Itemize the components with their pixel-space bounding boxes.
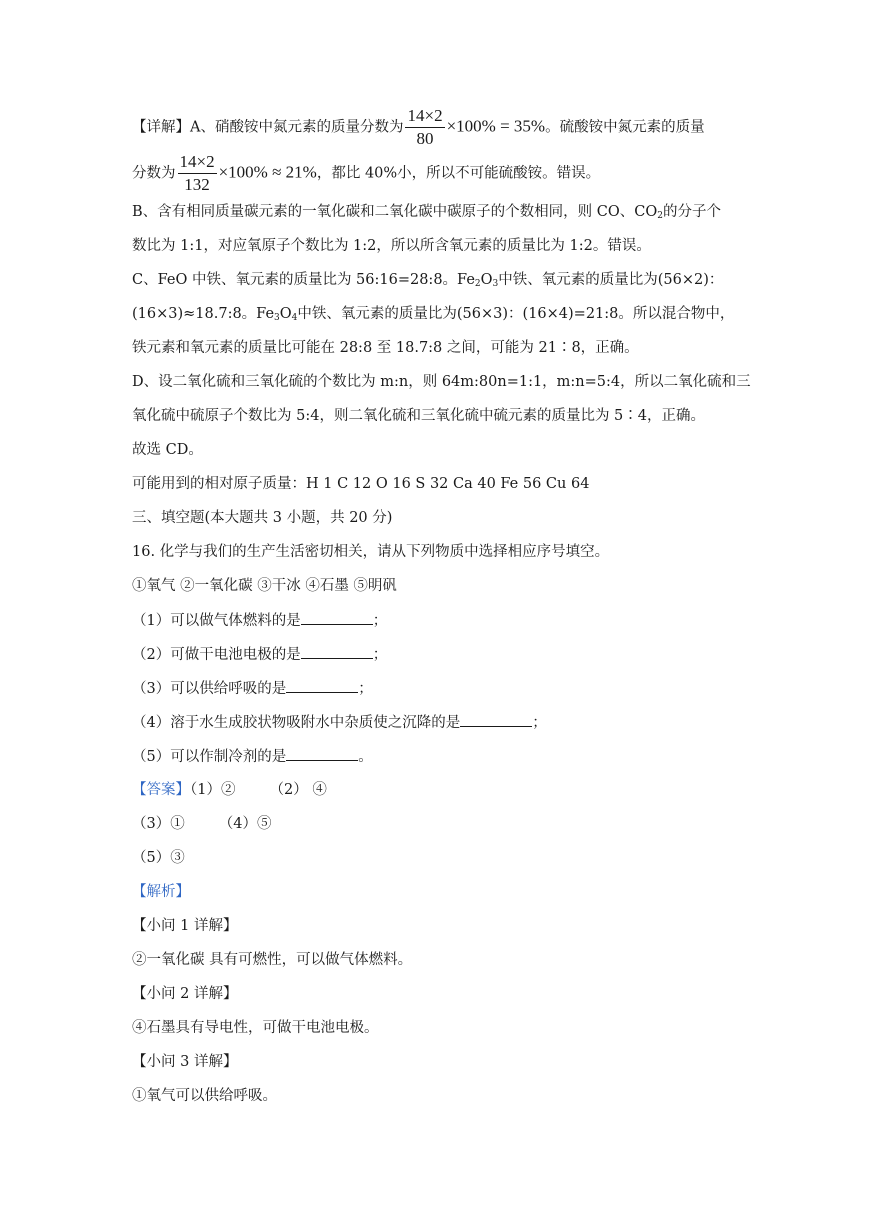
math-expression: ×100% ≈ 21%: [218, 162, 317, 182]
question-16: 16. 化学与我们的生产生活密切相关，请从下列物质中选择相应序号填空。: [132, 544, 610, 560]
fraction: [178, 152, 217, 195]
answer-line-2: （3）① （4）⑤: [132, 816, 272, 832]
detail-line-c: C、FeO 中铁、氧元素的质量比为 56:16=28:8。$Fe_2O_3$中铁、氧元素的质量比为(56×2)：: [132, 272, 724, 289]
answer-label: 【答案】: [132, 782, 190, 798]
text-segment: 【详解】A、硝酸铵中氮元素的质量分数为: [132, 119, 404, 136]
math-expression: ×100% = 35%: [446, 116, 546, 136]
question-item-5: （5）可以作制冷剂的是 。: [132, 746, 373, 767]
atomic-masses: 可能用到的相对原子质量：H 1 C 12 O 16 S 32 Ca 40 Fe 56 Cu 64: [132, 476, 590, 492]
answer-choice: 故选 CD。: [132, 442, 203, 458]
subquestion-2-title: 【小问 2 详解】: [132, 986, 238, 1002]
answer-line-3: （5）③: [132, 850, 185, 866]
analysis-label: 【解析】: [132, 884, 190, 900]
substance-options: ①氧气 ②一氧化碳 ③干冰 ④石墨 ⑤明矾: [132, 578, 397, 594]
fraction-denominator: 132: [184, 175, 210, 194]
detail-line-b: B、含有相同质量碳元素的一氧化碳和二氧化碳中碳原子的个数相同，则 CO、$CO_2$的分子个: [132, 204, 721, 221]
answer-blank: [460, 712, 532, 727]
text-segment: 分数为: [132, 165, 176, 182]
detail-line-d-cont: 氧化硫中硫原子个数比为 5:4，则二氧化硫和三氧化硫中硫元素的质量比为 5∶4，正确。: [132, 408, 706, 424]
section-heading: 三、填空题(本大题共 3 小题，共 20 分): [132, 510, 393, 526]
text-segment: 。硫酸铵中氮元素的质量: [545, 119, 705, 136]
detail-line-c-cont2: 铁元素和氧元素的质量比可能在 28:8 至 18.7:8 之间，可能为 21∶8，正确。: [132, 340, 639, 356]
fraction-numerator: 14×2: [405, 106, 444, 128]
subquestion-3-body: ①氧气可以供给呼吸。: [132, 1088, 277, 1104]
detail-line-a: [132, 106, 705, 149]
detail-line-a-cont: [132, 152, 600, 195]
question-item-3: （3）可以供给呼吸的是 ；: [132, 678, 373, 699]
text-segment: ，都比 40%小，所以不可能硫酸铵。错误。: [316, 165, 601, 182]
detail-line-b-cont: 数比为 1:1，对应氧原子个数比为 1:2，所以所含氧元素的质量比为 1:2。错误。: [132, 238, 651, 254]
answer-blank: [301, 610, 373, 625]
question-item-2: （2）可做干电池电极的是 ；: [132, 644, 387, 665]
question-item-4: （4）溶于水生成胶状物吸附水中杂质使之沉降的是 ；: [132, 712, 547, 733]
detail-line-c-cont: (16×3)≈18.7:8。$Fe_3O_4$中铁、氧元素的质量比为(56×3)：(16×4)=21:8。所以混合物中，: [132, 306, 735, 323]
fraction-denominator: 80: [416, 129, 434, 148]
question-item-1: （1）可以做气体燃料的是 ；: [132, 610, 387, 631]
subquestion-1-title: 【小问 1 详解】: [132, 918, 238, 934]
detail-line-d: D、设二氧化硫和三氧化硫的个数比为 m:n，则 64m:80n=1:1，m:n=5:4，所以二氧化硫和三: [132, 374, 751, 390]
answer-blank: [286, 678, 358, 693]
fraction: [405, 106, 444, 149]
subquestion-3-title: 【小问 3 详解】: [132, 1054, 238, 1070]
answer-blank: [286, 746, 358, 761]
subquestion-2-body: ④石墨具有导电性，可做干电池电极。: [132, 1020, 379, 1036]
answer-blank: [301, 644, 373, 659]
fraction-numerator: 14×2: [178, 152, 217, 174]
answer-line-1: 【答案】（1）② （2） ④: [132, 782, 327, 798]
subquestion-1-body: ②一氧化碳 具有可燃性，可以做气体燃料。: [132, 952, 413, 968]
